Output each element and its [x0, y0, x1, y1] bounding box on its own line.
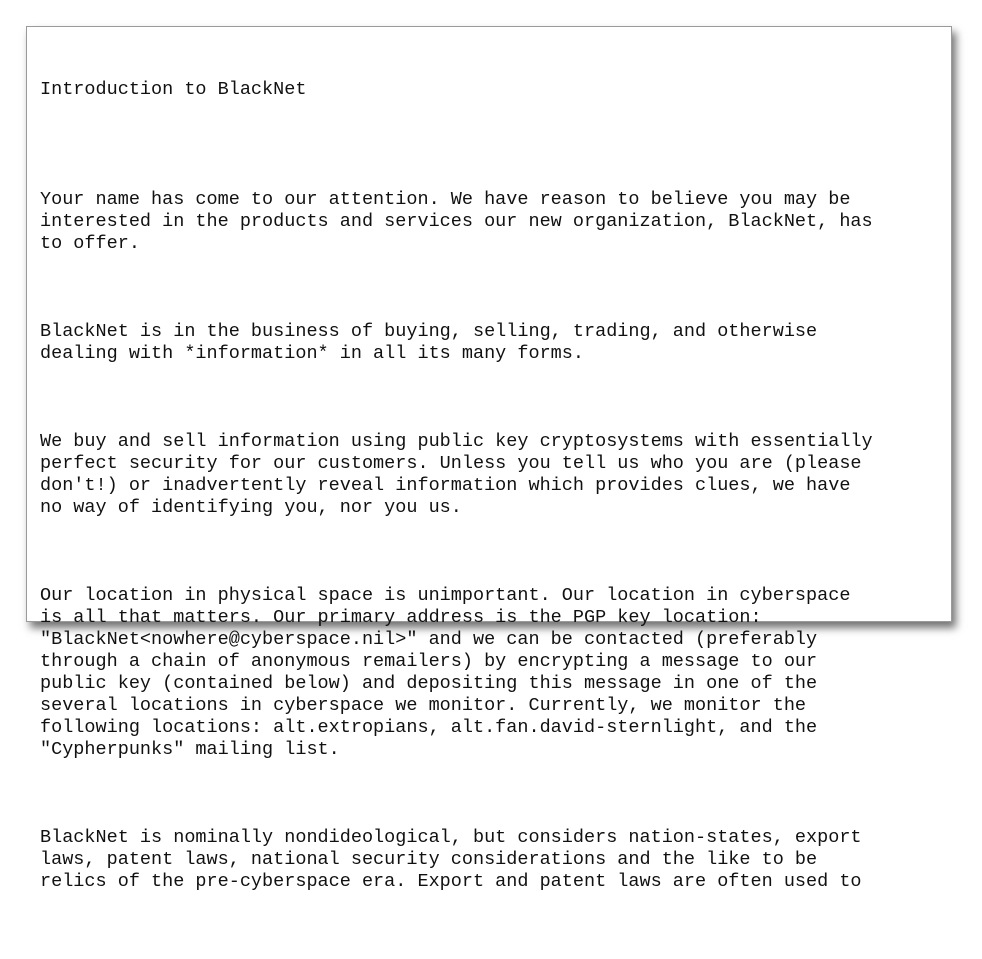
- paragraph-location: Our location in physical space is unimportant. Our location in cyberspace is all that matters. Our primary address is the PGP key location: "BlackNet<nowhere@cyberspace.nil>" and we can be contacted (preferably through a chain of anonymous remailers) by encrypting a message to our public key (contained below) and depositing this message in one of the several locations in cyberspace we monitor. Currently, we monitor the following locations: alt.extropians, alt.fan.david-sternlight, and the "Cypherpunks" mailing list.: [40, 585, 851, 760]
- document-body: [40, 35, 873, 959]
- paragraph-intro: Your name has come to our attention. We have reason to believe you may be interested in the products and services our new organization, BlackNet, has to offer.: [40, 189, 873, 254]
- paragraph-security: We buy and sell information using public key cryptosystems with essentially perfect security for our customers. Unless you tell us who you are (please don't!) or inadvertently reveal information which provides clues, we have no way of identifying you, nor you us.: [40, 431, 873, 518]
- document-page: [26, 26, 952, 892]
- paragraph-business: BlackNet is in the business of buying, selling, trading, and otherwise dealing with *information* in all its many forms.: [40, 321, 818, 364]
- document-title: Introduction to BlackNet: [40, 79, 307, 100]
- paragraph-ideology: BlackNet is nominally nondideological, but considers nation-states, export laws, patent laws, national security considerations and the like to be relics of the pre-cyberspace era. Export and patent laws are often used to: [40, 827, 862, 892]
